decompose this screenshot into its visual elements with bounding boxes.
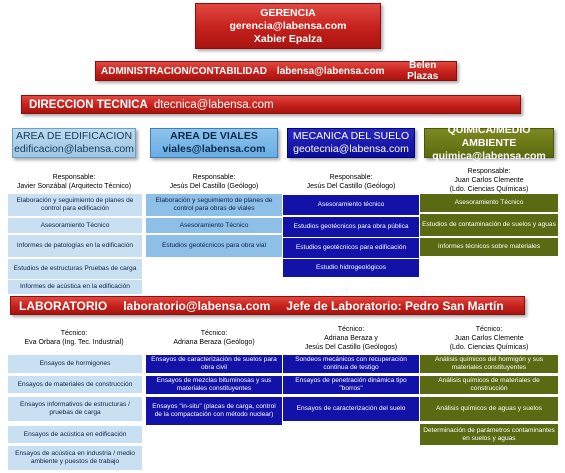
tecnico-col-2	[146, 329, 282, 347]
list-item: Ensayos de mezclas bituminosas y sus materiales constituyentes	[146, 376, 282, 394]
gerencia-person: Xabier Epalza	[253, 32, 323, 45]
list-item: Ensayos de penetración dinámica tipo "borros"	[283, 376, 419, 394]
resp-name-2: (Ldo. Ciencias Químicas)	[449, 186, 529, 193]
list-item: Informes de acústica en la edificación	[8, 280, 142, 294]
direccion-email: dtecnica@labensa.com	[153, 98, 274, 111]
direccion-box	[21, 95, 521, 114]
list-item: Elaboración y seguimiento de planes de control para obras de viales	[146, 194, 282, 216]
dept-email: geotecnia@labensa.com	[293, 143, 409, 155]
list-item: Determinación de parámetros contaminantes en suelos y aguas	[420, 424, 558, 445]
dept-name: AREA DE EDIFICACION	[15, 130, 133, 142]
tecnico-col-1	[8, 329, 140, 347]
list-item: Asesoramiento Técnico	[146, 218, 282, 233]
list-item: Análisis químicos del hormigón y sus materiales constituyentes	[420, 355, 558, 373]
list-item: Elaboración y seguimiento de planes de control para edificación	[8, 194, 142, 216]
dept-email: edificacion@labensa.com	[14, 143, 134, 155]
list-item: Estudios geotécnicos para edificación	[283, 238, 419, 258]
responsable-edificacion	[8, 173, 140, 191]
list-item: Asesoramiento técnico	[283, 195, 419, 215]
laboratorio-email: laboratorio@labensa.com	[123, 298, 271, 313]
resp-label: Responsable:	[329, 174, 373, 181]
list-item: Análisis químicos de aguas y suelos	[420, 397, 558, 421]
dept-edificacion	[12, 128, 136, 158]
admin-box	[95, 61, 457, 81]
list-item: Análisis químicos de materiales de construcción	[420, 376, 558, 394]
resp-name: Jesús Del Castillo (Geólogo)	[306, 183, 396, 190]
list-item: Ensayos de acústica en edificación	[8, 426, 142, 443]
gerencia-box	[195, 3, 381, 49]
admin-title: ADMINISTRACION/CONTABILIDAD	[101, 65, 267, 77]
tec-label: Técnico:	[200, 330, 228, 337]
resp-label: Responsable:	[52, 174, 96, 181]
dept-name: QUIMICA/MEDIO AMBIENTE	[447, 123, 531, 149]
laboratorio-title: LABORATORIO	[19, 298, 108, 313]
dept-email: viales@labensa.com	[162, 143, 266, 155]
admin-person: Belen Plazas	[407, 60, 439, 82]
resp-name: Javier Sonzábal (Arquitecto Técnico)	[16, 183, 132, 190]
tec-name: Juan Carlos Clemente	[454, 335, 524, 342]
resp-name: Juan Carlos Clemente	[454, 177, 524, 184]
list-item: Ensayos de hormigones	[8, 355, 142, 373]
list-item: Asesoramiento Técnico	[420, 194, 558, 212]
list-item: Estudios geotécnicos para obra vial	[146, 235, 282, 257]
tec-name-2: Jesús Del Castillo (Geólogos)	[304, 344, 398, 351]
tec-name: Adriana Beraza (Geólogo)	[173, 339, 255, 346]
responsable-quimica	[420, 167, 558, 194]
dept-quimica	[424, 123, 554, 162]
dept-name: MECANICA DEL SUELO	[292, 130, 410, 142]
list-item: Estudios geotécnicos para obra pública	[283, 217, 419, 237]
list-item: Estudios de estructuras Pruebas de carga	[8, 259, 142, 279]
laboratorio-jefe: Jefe de Laboratorio: Pedro San Martín	[286, 298, 504, 313]
dept-email: quimica@labensa.com	[432, 149, 546, 162]
dept-name: AREA DE VIALES	[170, 130, 258, 142]
gerencia-email: gerencia@labensa.com	[229, 19, 347, 32]
list-item: Ensayos de acústica en industria / medio ambiente y puestos de trabajo	[8, 446, 142, 470]
list-item: Estudios de contaminación de suelos y aguas	[420, 214, 558, 236]
tec-label: Técnico:	[60, 330, 88, 337]
admin-email: labensa@labensa.com	[276, 65, 385, 77]
resp-label: Responsable:	[192, 174, 236, 181]
laboratorio-box	[10, 296, 525, 315]
list-item: Ensayos de caracterización del suelo	[283, 397, 419, 421]
list-item: Ensayos de caracterización de suelos para obra civil	[146, 355, 282, 373]
list-item: Ensayos "in-situ" (placas de carga, control de la compactación con método nuclear)	[146, 397, 282, 425]
resp-label: Responsable:	[467, 168, 511, 175]
list-item: Informes técnicos sobre materiales	[420, 238, 558, 256]
tec-name-2: (Ldo. Ciencias Químicas)	[449, 344, 529, 351]
tecnico-col-4	[420, 325, 558, 352]
tec-label: Técnico:	[337, 326, 365, 333]
dept-mecanica-suelo	[287, 128, 415, 158]
dept-viales	[150, 128, 278, 158]
list-item: Sondeos mecánicos con recuperación continua de testigo	[283, 355, 419, 373]
tec-label: Técnico:	[475, 326, 503, 333]
gerencia-title: GERENCIA	[260, 6, 316, 19]
list-item: Estudio hidrogeológicos	[283, 259, 419, 277]
tecnico-col-3	[283, 325, 419, 352]
responsable-mecanica	[283, 173, 419, 191]
resp-name: Jesús Del Castillo (Geólogo)	[169, 183, 259, 190]
responsable-viales	[146, 173, 282, 191]
list-item: Ensayos informativos de estructuras / pruebas de carga	[8, 397, 142, 421]
list-item: Asesoramiento Técnico	[8, 218, 142, 233]
list-item: Informes de patologías en la edificación	[8, 235, 142, 257]
tec-name: Adriana Beraza y	[324, 335, 378, 342]
direccion-title: DIRECCION TECNICA	[29, 98, 148, 111]
list-item: Ensayos de materiales de construcción	[8, 376, 142, 393]
tec-name: Eva Orbara (Ing. Tec. Industrial)	[24, 339, 124, 346]
